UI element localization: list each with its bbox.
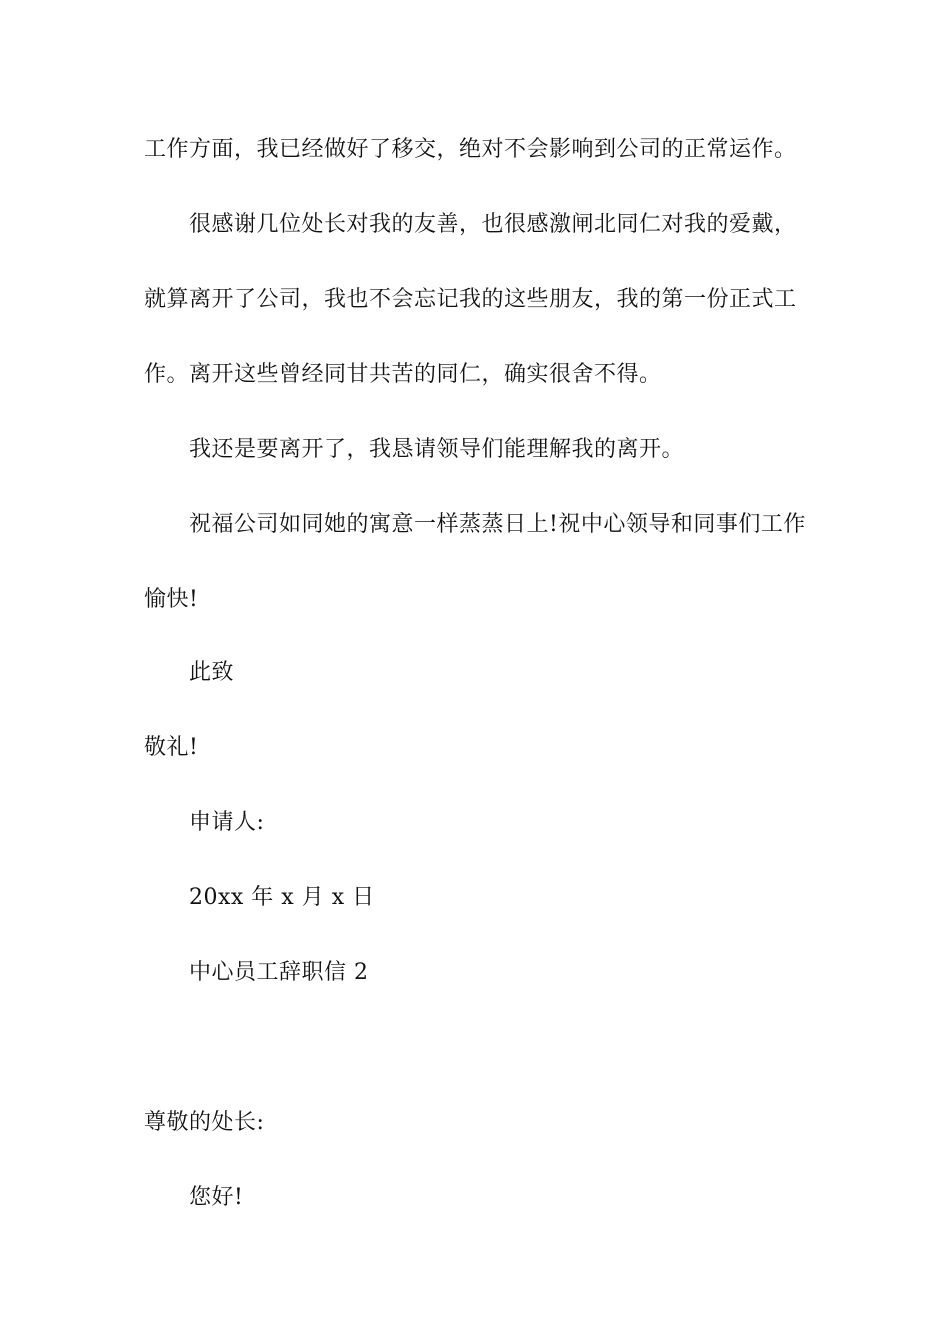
greeting: 您好!	[189, 1185, 244, 1210]
paragraph-line: 就算离开了公司，我也不会忘记我的这些朋友，我的第一份正式工	[144, 287, 797, 312]
paragraph-line: 愉快!	[144, 587, 199, 612]
paragraph-line: 祝福公司如同她的寓意一样蒸蒸日上!祝中心领导和同事们工作	[189, 512, 806, 537]
applicant-label: 申请人:	[189, 810, 265, 835]
paragraph-line: 很感谢几位处长对我的友善，也很感激闸北同仁对我的爱戴，	[189, 212, 797, 237]
section-title: 中心员工辞职信 2	[189, 960, 369, 985]
paragraph-line: 作。离开这些曾经同甘共苦的同仁，确实很舍不得。	[144, 362, 662, 387]
paragraph-line: 我还是要离开了，我恳请领导们能理解我的离开。	[189, 437, 685, 462]
closing-salutation: 敬礼!	[144, 735, 199, 760]
salutation: 尊敬的处长:	[144, 1110, 265, 1135]
closing-phrase: 此致	[189, 660, 235, 685]
date-line: 20xx 年 x 月 x 日	[189, 885, 375, 910]
paragraph-line: 工作方面，我已经做好了移交，绝对不会影响到公司的正常运作。	[144, 137, 797, 162]
